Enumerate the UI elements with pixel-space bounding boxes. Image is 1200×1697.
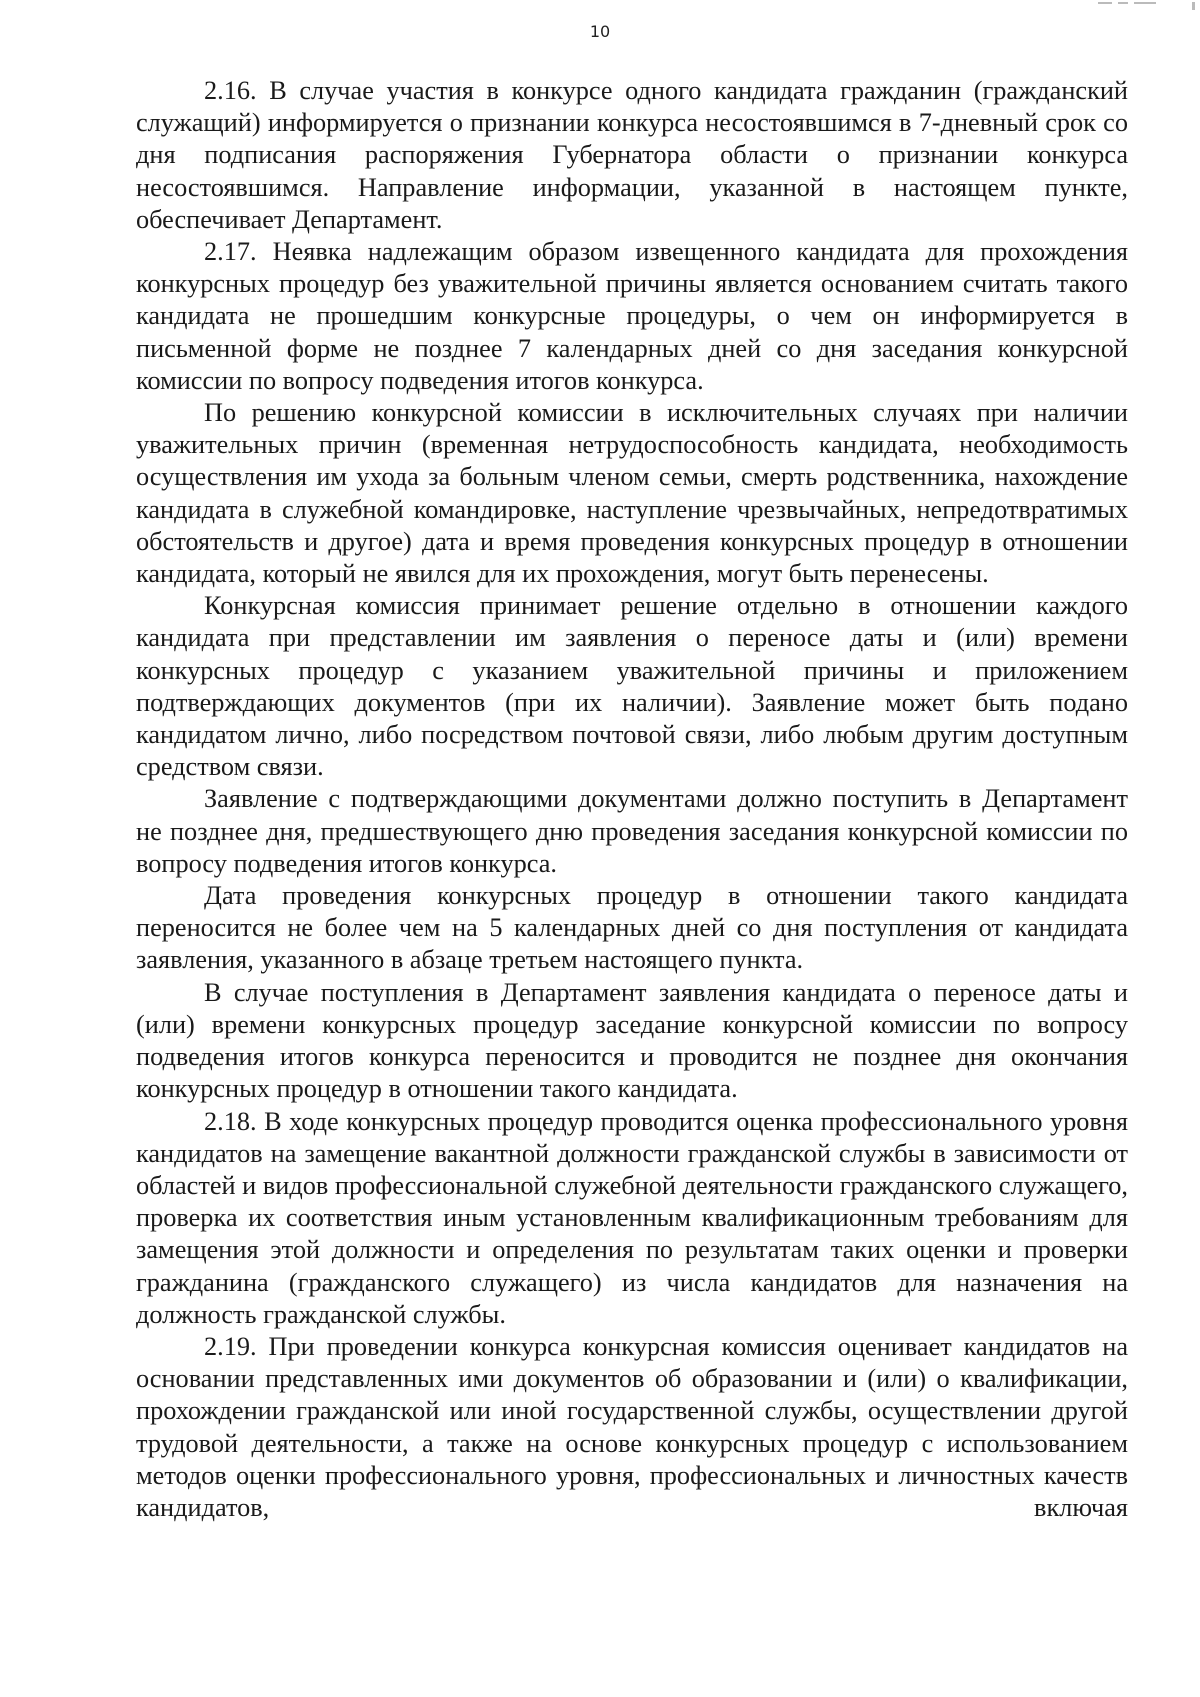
scan-edge-mark [1060,0,1200,10]
page-number: 10 [589,22,611,41]
paragraph-2-18: 2.18. В ходе конкурсных процедур проводится оценка профессионального уровня кандидатов на замещение вакантной должности гражданской службы в зависимости от областей и видов профессиональной служебной деятельности гражданского служащего, проверка их соответствия иным установленным квалификационным требованиям для замещения этой должности и определения по результатам таких оценки и проверки гражданина (гражданского служащего) из числа кандидатов для назначения на должность гражданской службы. [136,1106,1128,1329]
paragraph-2-17-application-deadline: Заявление с подтверждающими документами должно поступить в Департамент не позднее дня, предшествующего дню проведения заседания конкурсной комиссии по вопросу подведения итогов конкурса. [136,784,1128,878]
paragraph-2-17-meeting-postponement: В случае поступления в Департамент заявления кандидата о переносе даты и (или) времени конкурсных процедур заседание конкурсной комиссии по вопросу подведения итогов конкурса переносится и проводится не позднее дня окончания конкурсных процедур в отношении такого кандидата. [136,977,1128,1104]
paragraph-2-19: 2.19. При проведении конкурса конкурсная комиссия оценивает кандидатов на основании представленных ими документов об образовании и (или) о квалификации, прохождении гражданской или иной государственной службы, осуществлении другой трудовой деятельности, а также на основе конкурсных процедур с использованием методов оценки профессионального уровня, профессиональных и личностных качеств кандидатов, включая [136,1331,1128,1522]
paragraph-2-17-reschedule-limit: Дата проведения конкурсных процедур в отношении такого кандидата переносится не более чем на 5 календарных дней со дня поступления от кандидата заявления, указанного в абзаце третьем настоящего пункта. [136,881,1128,975]
document-body [136,75,1128,1524]
paragraph-2-17: 2.17. Неявка надлежащим образом извещенного кандидата для прохождения конкурсных процедур без уважительной причины является основанием считать такого кандидата не прошедшим конкурсные процедуры, о чем он информируется в письменной форме не позднее 7 календарных дней со дня заседания конкурсной комиссии по вопросу подведения итогов конкурса. [136,237,1128,395]
paragraph-2-17-reschedule-grounds: По решению конкурсной комиссии в исключительных случаях при наличии уважительных причин (временная нетрудоспособность кандидата, необходимость осуществления им ухода за больным членом семьи, смерть родственника, нахождение кандидата в служебной командировке, наступление чрезвычайных, непредотвратимых обстоятельств и другое) дата и время проведения конкурсных процедур в отношении кандидата, который не явился для их прохождения, могут быть перенесены. [136,398,1128,589]
paragraph-2-17-commission-decision: Конкурсная комиссия принимает решение отдельно в отношении каждого кандидата при представлении им заявления о переносе даты и (или) времени конкурсных процедур с указанием уважительной причины и приложением подтверждающих документов (при их наличии). Заявление может быть подано кандидатом лично, либо посредством почтовой связи, либо любым другим доступным средством связи. [136,591,1128,782]
paragraph-2-16: 2.16. В случае участия в конкурсе одного кандидата гражданин (гражданский служащий) информируется о признании конкурса несостоявшимся в 7-дневный срок со дня подписания распоряжения Губернатора области о признании конкурса несостоявшимся. Направление информации, указанной в настоящем пункте, обеспечивает Департамент. [136,76,1128,234]
